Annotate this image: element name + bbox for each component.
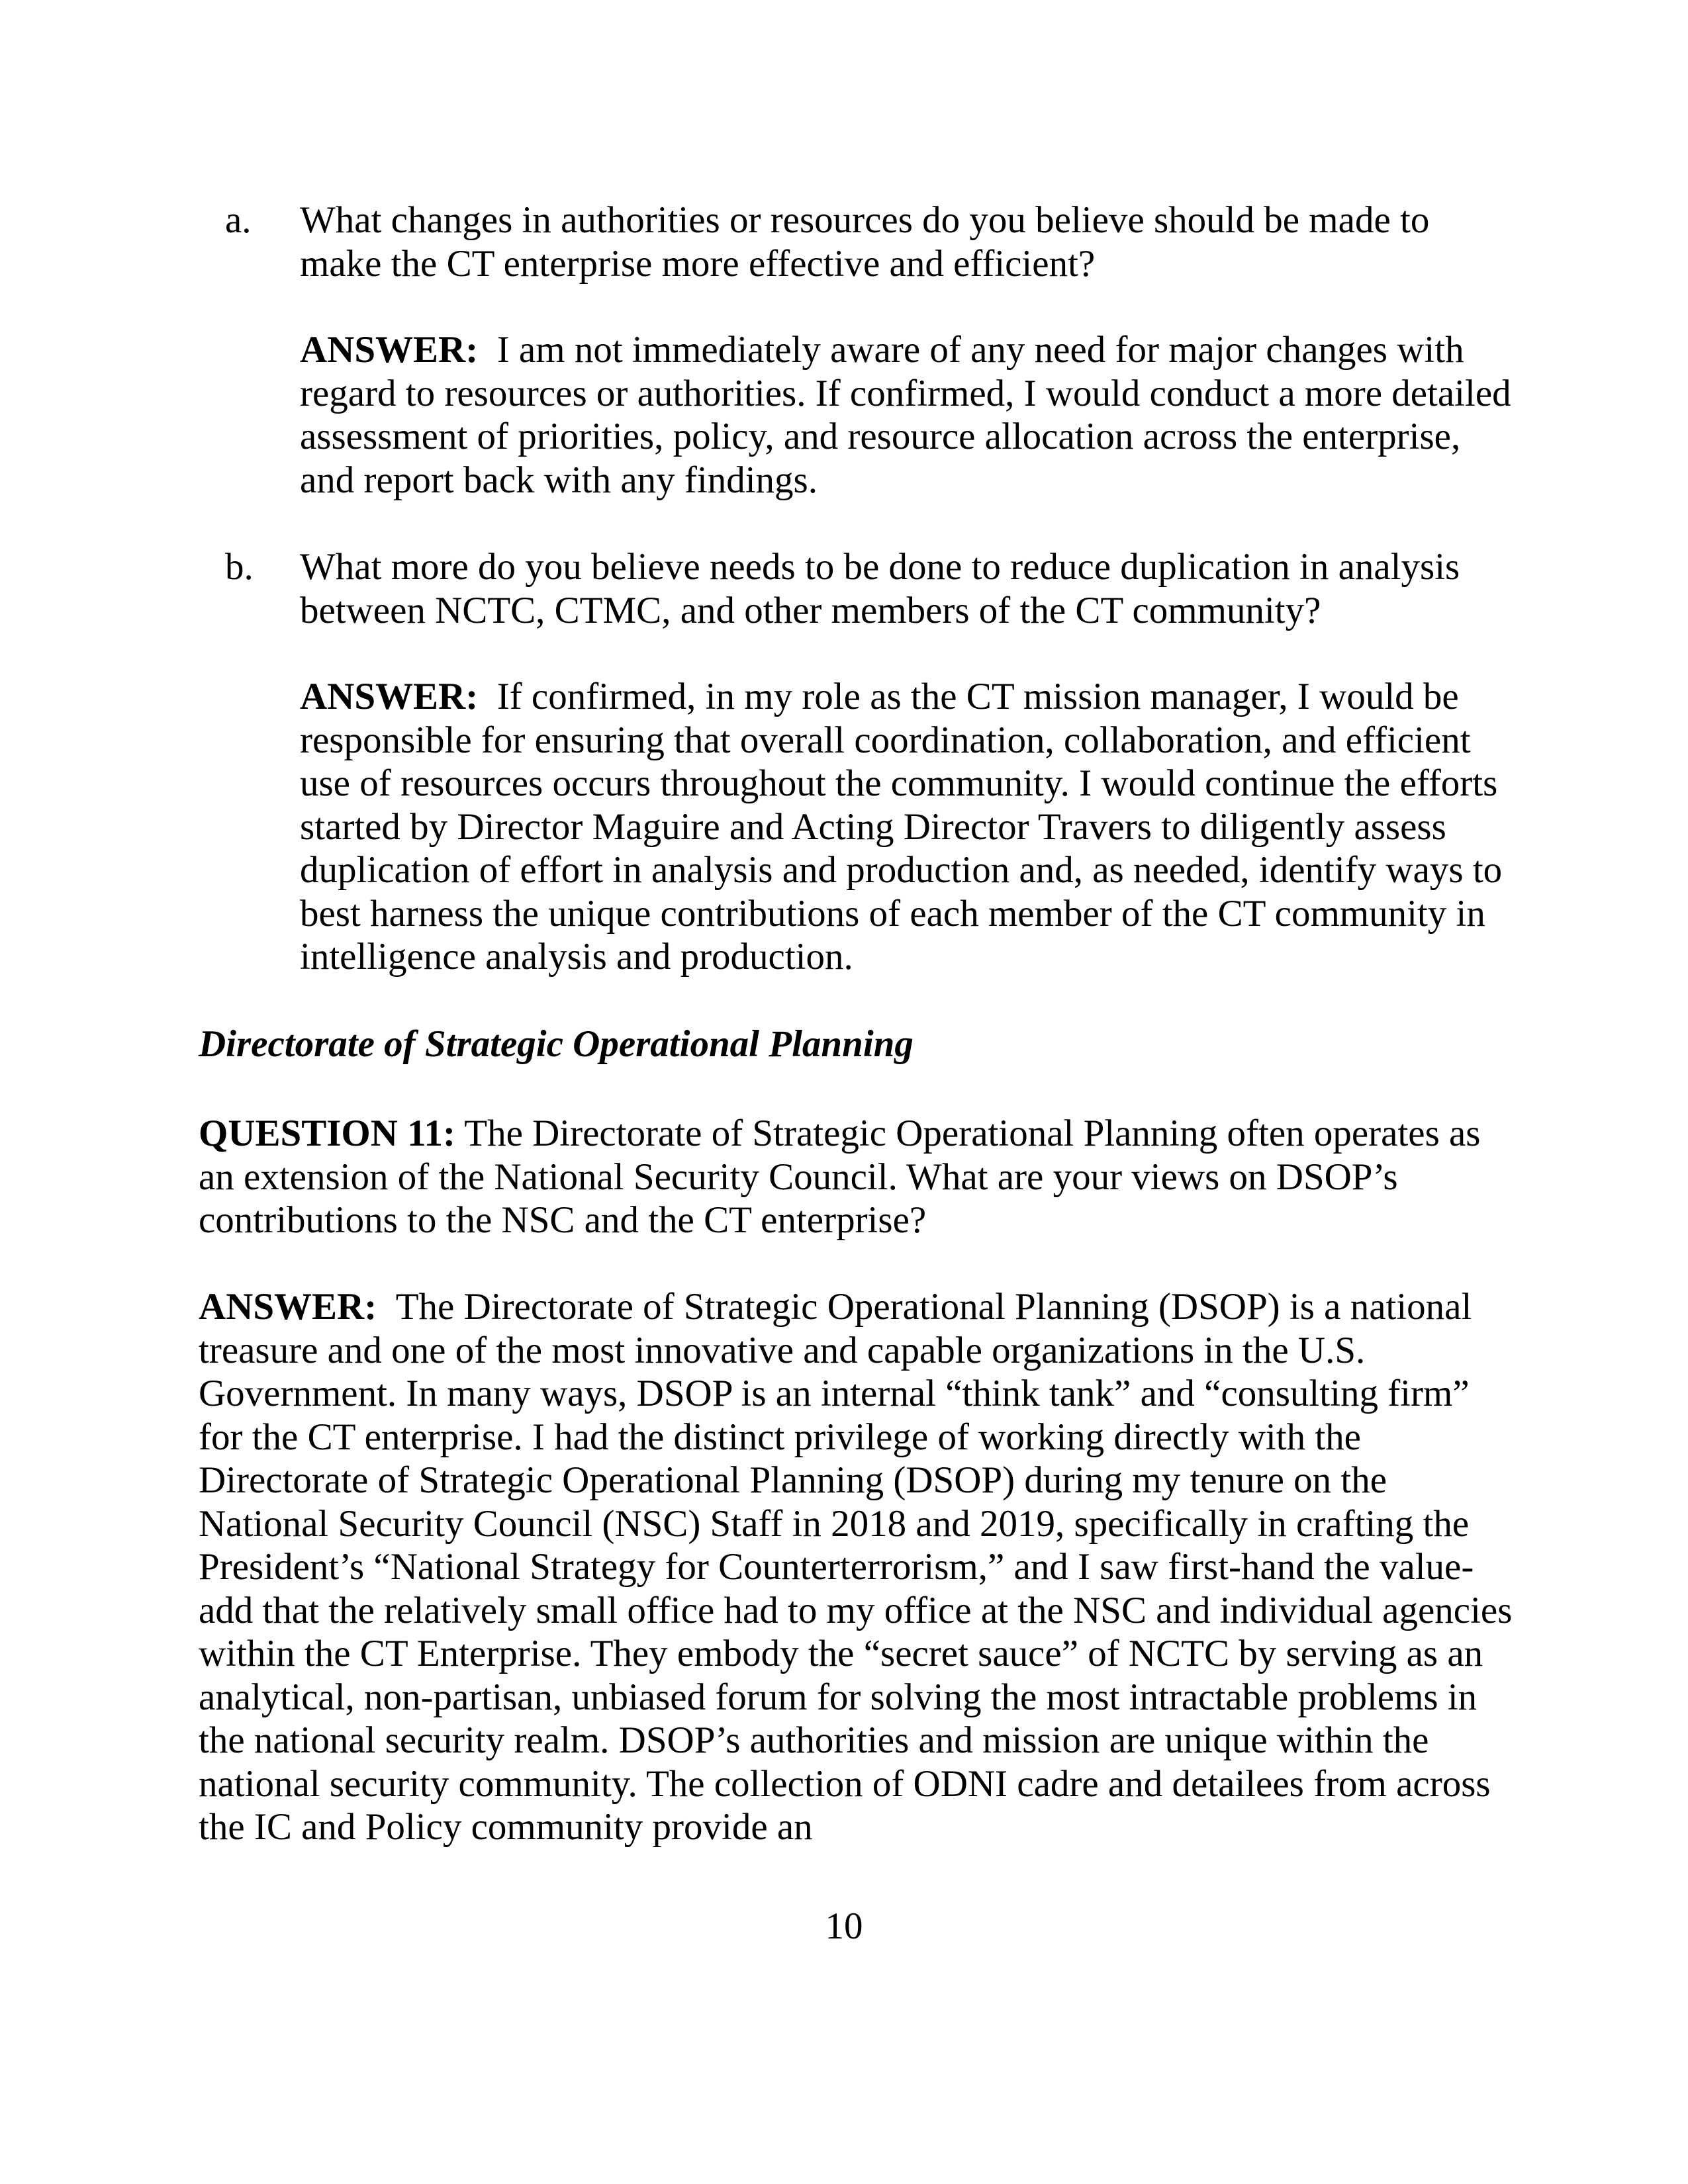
list-marker: b. [225,546,254,588]
list-marker: a. [225,199,252,241]
page-number: 10 [825,1905,863,1947]
answer-11 [199,1285,1516,1849]
answer-label: ANSWER: [300,329,479,371]
question-paragraph [199,1112,1516,1242]
question-text: The Directorate of Strategic Operational Planning often operates as an extension of the National Security Council. What are your views on DSOP’s contributions to the NSC and the CT enterprise? [199,1113,1481,1241]
sub-question-b [199,545,1516,632]
answer-paragraph [300,328,1516,502]
section-heading: Directorate of Strategic Operational Planning [199,1023,914,1065]
answer-text: I am not immediately aware of any need for major changes with regard to resources or authorities. If confirmed, I would conduct a more detailed assessment of priorities, policy, and resource allocation across the enterprise, and report back with any findings. [300,329,1511,501]
section-heading-block [199,1023,1516,1066]
answer-paragraph [199,1285,1516,1849]
question-text: What more do you believe needs to be done to reduce duplication in analysis between NCTC, CTMC, and other members of the CT community? [300,546,1460,631]
question-11 [199,1112,1516,1242]
sub-question-a [199,199,1516,285]
answer-label: ANSWER: [199,1286,377,1328]
answer-paragraph [300,675,1516,979]
question-text: What changes in authorities or resources do you believe should be made to make the CT enterprise more effective and efficient? [300,199,1430,285]
answer-label: ANSWER: [300,676,479,717]
answer-a [199,328,1516,502]
answer-b [199,675,1516,979]
question-label: QUESTION 11: [199,1113,456,1154]
answer-text: The Directorate of Strategic Operational Planning (DSOP) is a national treasure and one of the most innovative and capable organizations in the U.S. Government. In many ways, DSOP is an internal “think tank” and “consulting firm” for the CT enterprise. I had the distinct privilege of working directly with the Directorate of Strategic Operational Planning (DSOP) during my tenure on the National Security Council (NSC) Staff in 2018 and 2019, specifically in crafting the President’s “National Strategy for Counterterrorism,” and I saw first-hand the value-add that the relatively small office had to my office at the NSC and individual agencies within the CT Enterprise. They embody the “secret sauce” of NCTC by serving as an analytical, non-partisan, unbiased forum for solving the most intractable problems in the national security realm. DSOP’s authorities and mission are unique within the national security community. The collection of ODNI cadre and detailees from across the IC and Policy community provide an [199,1286,1513,1848]
answer-text: If confirmed, in my role as the CT mission manager, I would be responsible for ensuring that overall coordination, collaboration, and efficient use of resources occurs throughout the community. I would continue the efforts started by Director Maguire and Acting Director Travers to diligently assess duplication of effort in analysis and production and, as needed, identify ways to best harness the unique contributions of each member of the CT community in intelligence analysis and production. [300,676,1503,978]
